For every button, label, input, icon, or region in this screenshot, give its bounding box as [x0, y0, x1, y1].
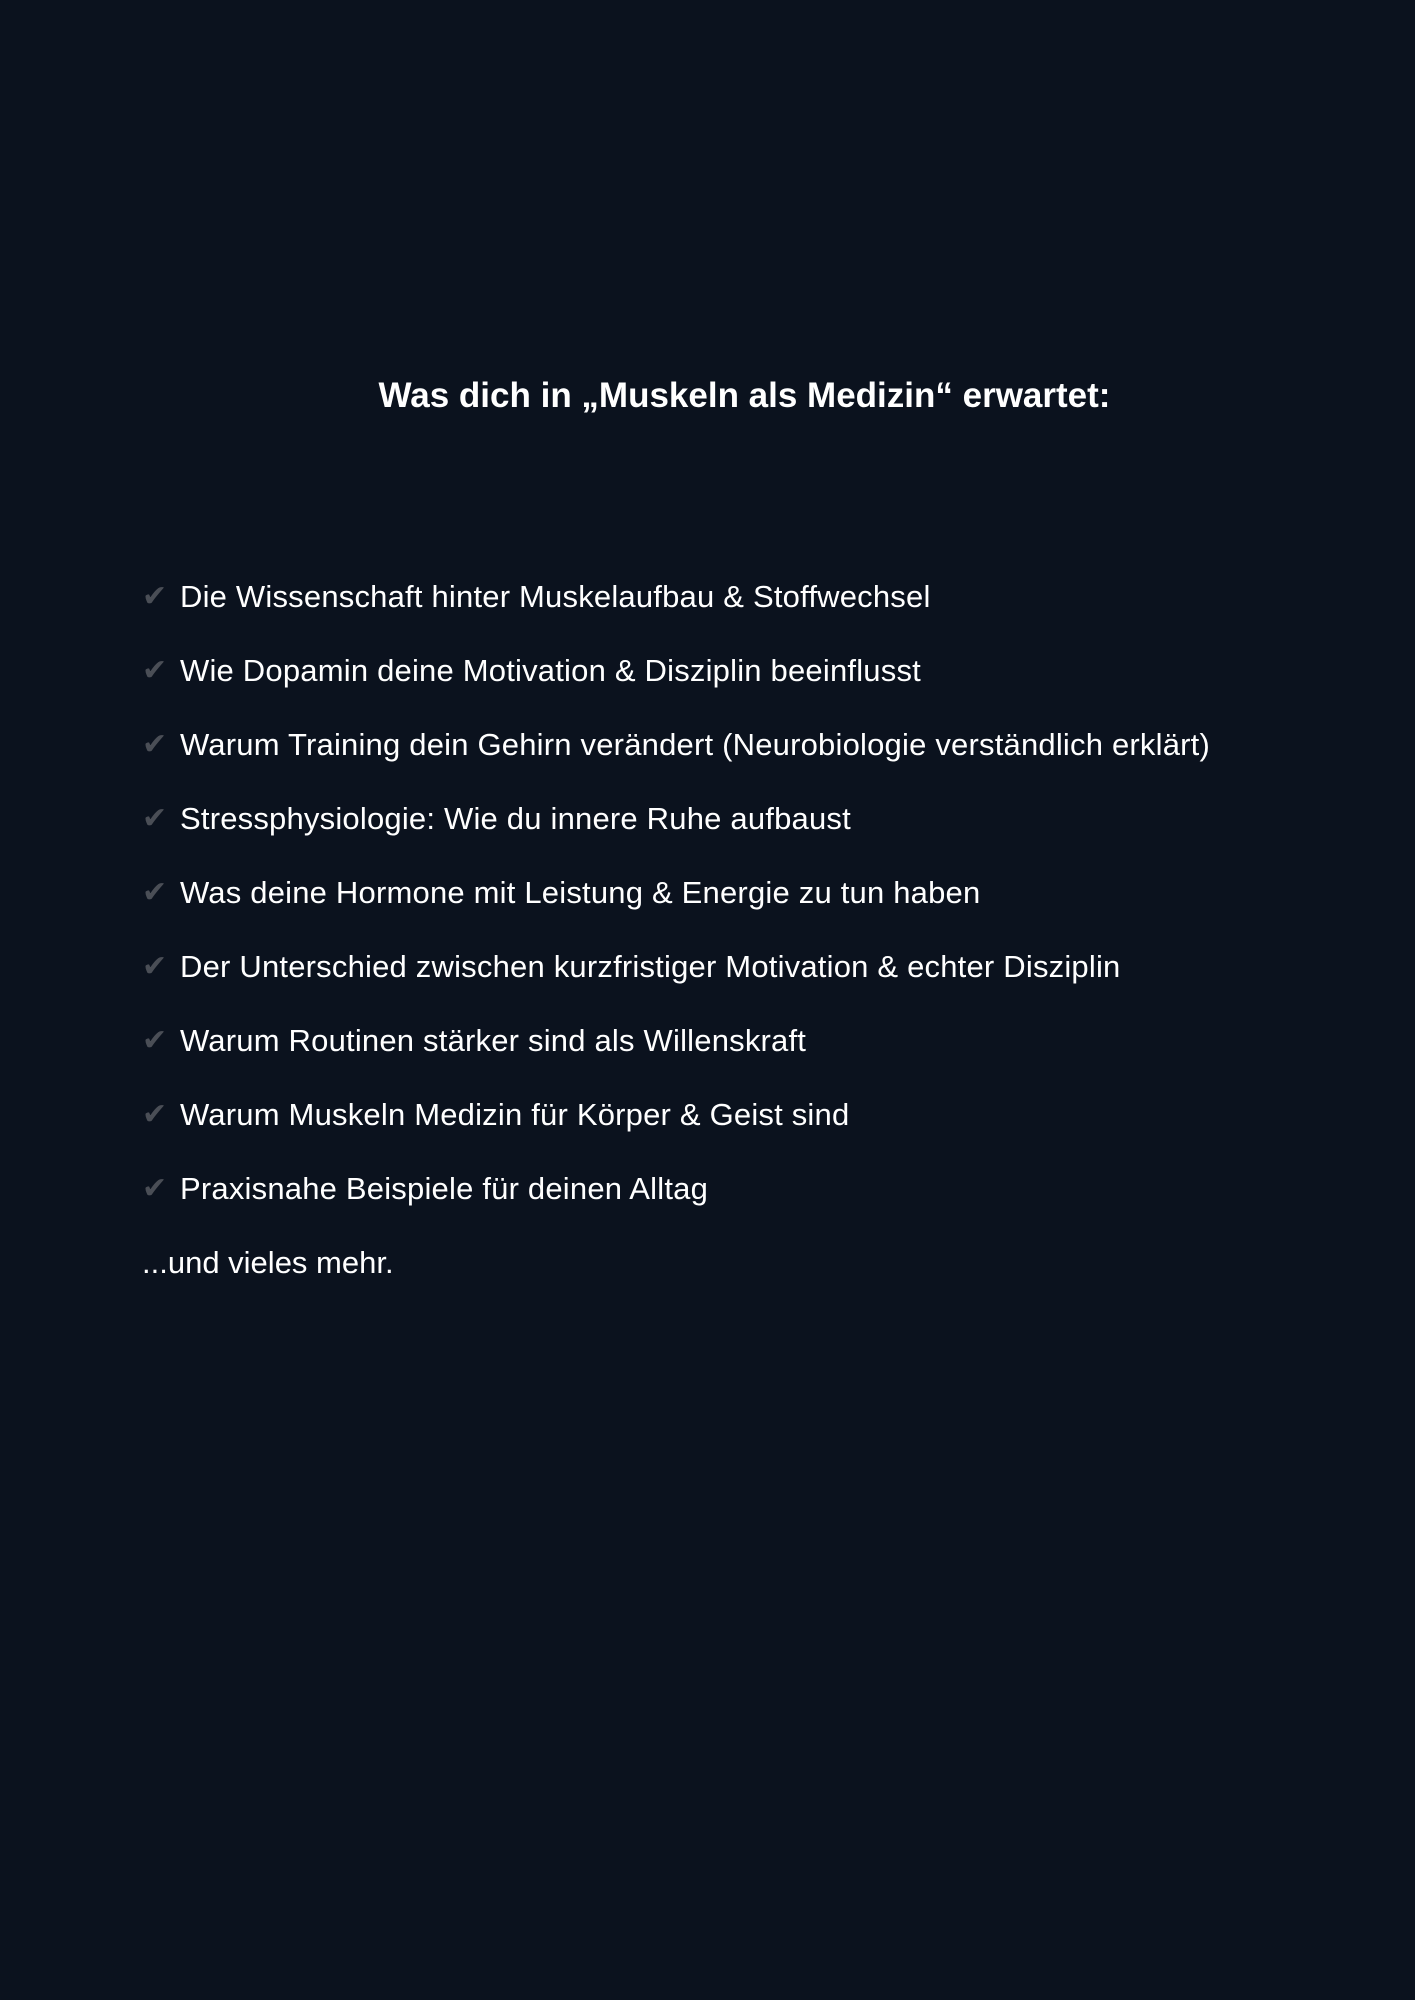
- list-item-text: Stressphysiologie: Wie du innere Ruhe aufbaust: [180, 801, 851, 836]
- check-icon: ✔: [142, 949, 168, 984]
- list-item-text: Warum Routinen stärker sind als Willenskraft: [180, 1023, 807, 1058]
- list-item: [142, 930, 1392, 1004]
- list-item: [142, 634, 1392, 708]
- list-item-text: Warum Muskeln Medizin für Körper & Geist sind: [180, 1097, 850, 1132]
- page-title: Was dich in „Muskeln als Medizin“ erwartet:: [378, 376, 1111, 415]
- check-icon: ✔: [142, 653, 168, 688]
- list-item: [142, 1004, 1392, 1078]
- list-item-text: Was deine Hormone mit Leistung & Energie zu tun haben: [180, 875, 981, 910]
- list-item-text: Warum Training dein Gehirn verändert (Neurobiologie verständlich erklärt): [180, 727, 1211, 762]
- list-item: [142, 856, 1392, 930]
- check-icon: ✔: [142, 875, 168, 910]
- check-icon: ✔: [142, 1023, 168, 1058]
- list-item-text: Der Unterschied zwischen kurzfristiger Motivation & echter Disziplin: [180, 949, 1121, 984]
- list-item: [142, 782, 1392, 856]
- feature-list: [142, 560, 1392, 1300]
- list-item-text: Wie Dopamin deine Motivation & Disziplin beeinflusst: [180, 653, 921, 688]
- list-item-text: Die Wissenschaft hinter Muskelaufbau & Stoffwechsel: [180, 579, 931, 614]
- more-text: ...und vieles mehr.: [142, 1245, 394, 1280]
- check-icon: ✔: [142, 727, 168, 762]
- list-item: [142, 1078, 1392, 1152]
- list-item: [142, 560, 1392, 634]
- check-icon: ✔: [142, 579, 168, 614]
- check-icon: ✔: [142, 1171, 168, 1206]
- list-item-text: Praxisnahe Beispiele für deinen Alltag: [180, 1171, 709, 1206]
- list-item: [142, 1152, 1392, 1226]
- list-item: [142, 708, 1392, 782]
- check-icon: ✔: [142, 801, 168, 836]
- check-icon: ✔: [142, 1097, 168, 1132]
